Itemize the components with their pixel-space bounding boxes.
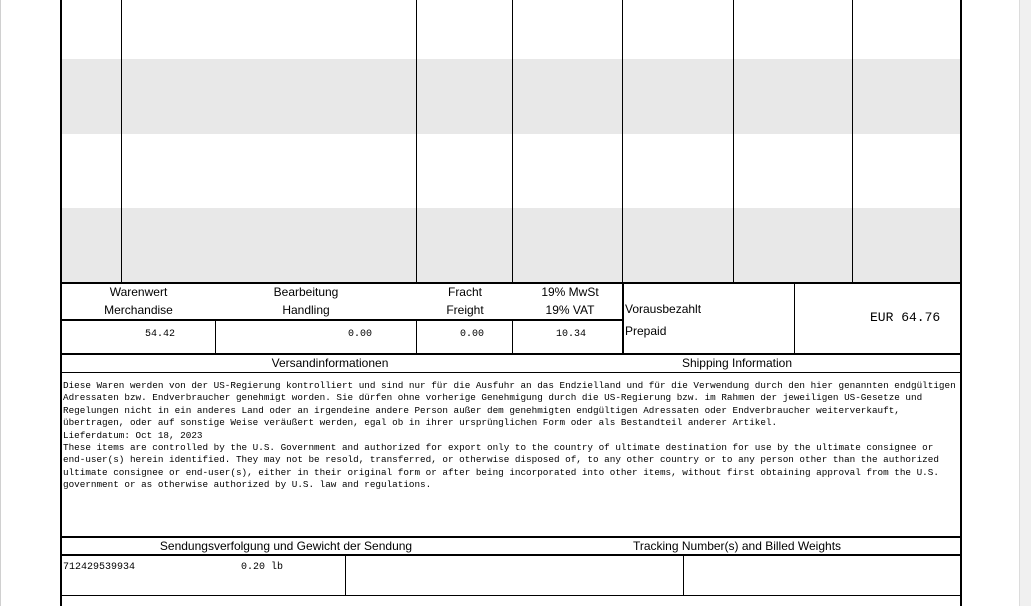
- shipping-header-en: Shipping Information: [681, 356, 793, 370]
- border-right: [960, 0, 962, 606]
- summary-divider: [512, 320, 513, 354]
- merchandise-label: [62, 283, 215, 319]
- page-edge: [0, 0, 1, 606]
- handling-value: 0.00: [348, 329, 373, 340]
- prepaid-label-de: Vorausbezahlt: [625, 302, 702, 316]
- billed-weight: 0.20 lb: [241, 562, 284, 573]
- table-row-shaded: [61, 208, 960, 283]
- tracking-bottom-border: [60, 595, 962, 596]
- tracking-divider: [683, 555, 684, 595]
- vertical-scrollbar[interactable]: [1019, 0, 1031, 606]
- summary-divider: [215, 320, 216, 354]
- handling-label: [216, 283, 396, 319]
- shipping-header-de: Versandinformationen: [271, 356, 389, 370]
- vat-value: 10.34: [556, 329, 587, 340]
- freight-label-de: Fracht: [447, 285, 482, 299]
- column-divider: [622, 0, 623, 283]
- shipping-terms: [63, 380, 962, 492]
- delivery-date: Lieferdatum: Oct 18, 2023: [63, 429, 203, 441]
- merchandise-value: 54.42: [145, 329, 176, 340]
- tracking-number: 712429539934: [63, 562, 136, 573]
- prepaid-label-en: Prepaid: [625, 324, 667, 338]
- table-row-shaded: [61, 59, 960, 134]
- vat-label: [530, 283, 610, 319]
- summary-divider: [622, 283, 624, 354]
- column-divider: [852, 0, 853, 283]
- summary-mid-border: [60, 319, 622, 321]
- column-divider: [512, 0, 513, 283]
- vat-label-en: 19% VAT: [545, 303, 595, 317]
- terms-english: These items are controlled by the U.S. Government and authorized for export only to the country of ultimate destination for use by the ultimate consignee or end-user(s) herein identified. They may not be resold, transferred, or otherwise disposed of, to any other country or to any person other than the authorized ultimate consignee or end-user(s), either in their original form or after being incorporated into other items, without first obtaining approval from the U.S. government or as otherwise authorized by U.S. law and regulations.: [63, 442, 945, 491]
- handling-label-de: Bearbeitung: [273, 285, 339, 299]
- handling-label-en: Handling: [282, 303, 330, 317]
- tracking-divider: [345, 555, 346, 595]
- column-divider: [416, 0, 417, 283]
- freight-value: 0.00: [460, 329, 485, 340]
- column-divider: [733, 0, 734, 283]
- tracking-header-de: Sendungsverfolgung und Gewicht der Sendung: [159, 539, 413, 553]
- freight-label: [430, 283, 500, 319]
- invoice-document: [60, 0, 962, 606]
- shipping-header-border: [60, 372, 962, 373]
- total-amount: EUR 64.76: [870, 310, 941, 325]
- terms-german: Diese Waren werden von der US-Regierung kontrolliert und sind nur für die Ausfuhr an das Endzielland und für die Verwendung durch den hier genannten endgültigen Adressaten bzw. Endverbraucher genehmigt worden. Sie dürfen ohne vorherige Genehmigung durch die US-Regierung bzw. im Rahmen der jeweiligen US-Gesetze und Regelungen nicht in ein anderes Land oder an irgendeine andere Person außer dem genehmigten endgültigen Adressaten oder Endverbraucher weiterverkauft, übertragen, oder auf sonstige Weise veräußert werden, egal ob in ihrer ursprünglichen Form oder als Bestandteil anderer Artikel.: [63, 380, 962, 429]
- summary-divider: [794, 283, 795, 354]
- freight-label-en: Freight: [446, 303, 484, 317]
- tracking-header-en: Tracking Number(s) and Billed Weights: [632, 539, 842, 553]
- merchandise-label-de: Warenwert: [109, 285, 168, 299]
- tracking-header-border: [60, 554, 962, 556]
- column-divider: [121, 0, 122, 283]
- vat-label-de: 19% MwSt: [541, 285, 599, 299]
- summary-divider: [416, 320, 417, 354]
- merchandise-label-en: Merchandise: [104, 303, 173, 317]
